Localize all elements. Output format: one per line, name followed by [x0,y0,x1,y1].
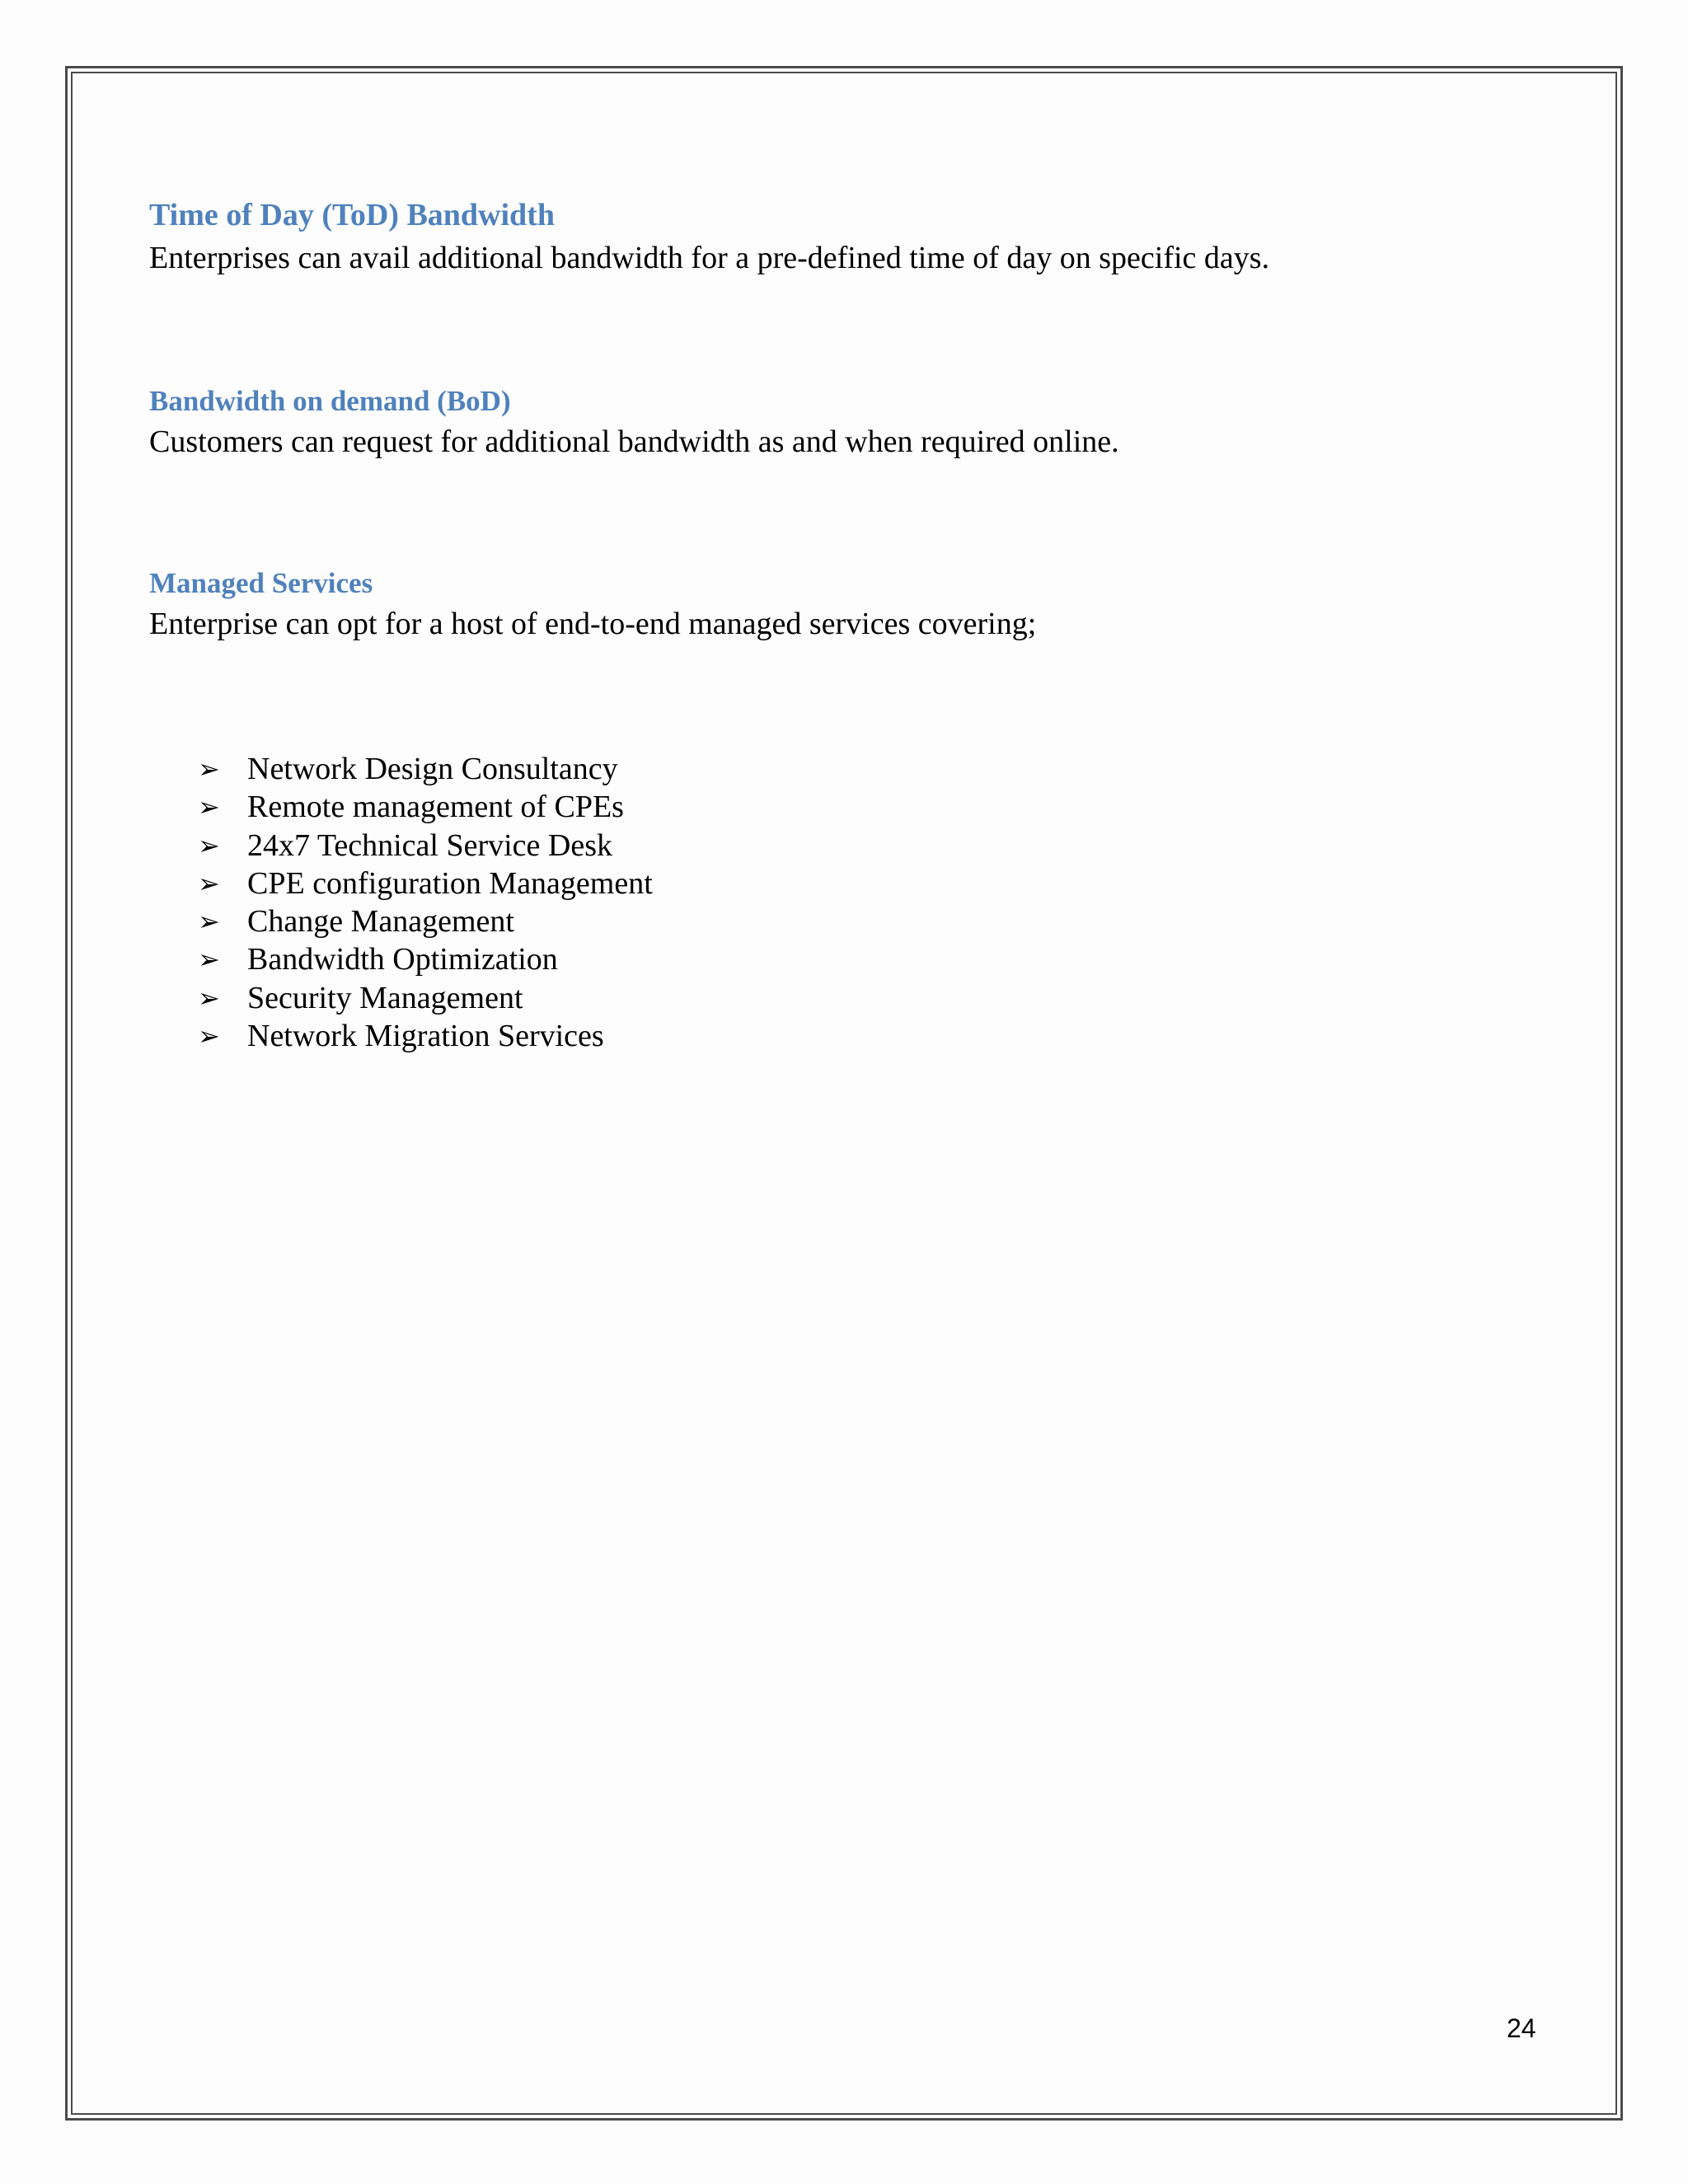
arrowhead-bullet-icon: ➢ [198,753,220,785]
list-item-label: CPE configuration Management [247,865,653,901]
list-item [198,902,653,940]
list-item-label: Remote management of CPEs [247,790,624,825]
page-number: 24 [1507,2013,1536,2043]
list-item [198,979,653,1017]
list-item-label: Bandwidth Optimization [247,942,558,977]
arrowhead-bullet-icon: ➢ [198,944,220,976]
list-item-label: Network Design Consultancy [247,752,618,786]
arrowhead-bullet-icon: ➢ [198,867,220,899]
list-item [198,940,653,978]
arrowhead-bullet-icon: ➢ [198,1020,220,1052]
list-item [198,827,653,865]
list-item [198,865,653,902]
list-item-label: Security Management [247,980,523,1015]
arrowhead-bullet-icon: ➢ [198,829,220,861]
list-item [198,750,653,788]
arrowhead-bullet-icon: ➢ [198,982,220,1014]
section-body-managed-services: Enterprise can opt for a host of end-to-end managed services covering; [149,607,1037,641]
section-heading-managed-services: Managed Services [149,567,373,599]
list-item-label: Network Migration Services [247,1019,604,1054]
section-heading-bod: Bandwidth on demand (BoD) [149,385,511,417]
list-item [198,1017,653,1055]
arrowhead-bullet-icon: ➢ [198,906,220,938]
list-item-label: 24x7 Technical Service Desk [247,827,612,863]
list-item-label: Change Management [247,904,514,940]
section-body-bod: Customers can request for additional bandwidth as and when required online. [149,424,1119,459]
managed-services-list [198,750,653,1055]
list-item [198,788,653,826]
page-border-inner [71,72,1617,2115]
section-heading-tod: Time of Day (ToD) Bandwidth [149,198,555,232]
section-body-tod: Enterprises can avail additional bandwidth for a pre-defined time of day on specific days. [149,241,1270,275]
arrowhead-bullet-icon: ➢ [198,791,220,823]
